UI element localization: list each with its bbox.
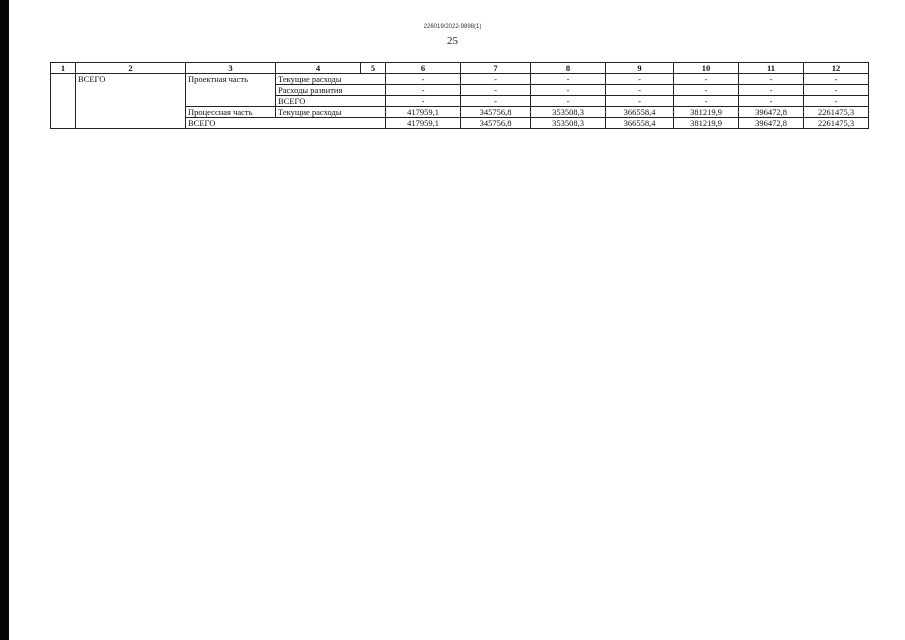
expense-kind-cell: Текущие расходы (276, 74, 386, 85)
value-cell: 353508,3 (531, 107, 606, 118)
value-cell: - (739, 85, 804, 96)
value-cell: - (461, 85, 531, 96)
document-id: 226019/2022-9898(1) (423, 24, 482, 30)
value-cell: 417959,1 (386, 107, 461, 118)
value-cell: - (531, 85, 606, 96)
table-row (51, 74, 869, 85)
header-cell: 3 (186, 63, 276, 74)
header-row (51, 63, 869, 74)
expense-kind-cell: Текущие расходы (276, 107, 386, 118)
total-category-cell: ВСЕГО (76, 74, 186, 129)
row-number-cell (51, 74, 76, 129)
total-value-cell: 417959,1 (386, 118, 461, 129)
value-cell: - (674, 74, 739, 85)
value-cell: - (386, 96, 461, 107)
value-cell: 366558,4 (606, 107, 674, 118)
value-cell: - (461, 74, 531, 85)
value-cell: 381219,9 (674, 107, 739, 118)
value-cell: - (606, 85, 674, 96)
value-cell: 2261475,3 (804, 107, 869, 118)
total-value-cell: 345756,8 (461, 118, 531, 129)
header-cell: 1 (51, 63, 76, 74)
grand-total-label-cell: ВСЕГО (186, 118, 386, 129)
value-cell: - (804, 85, 869, 96)
expense-kind-cell: Расходы развития (276, 85, 386, 96)
value-cell: - (386, 85, 461, 96)
expense-table (50, 62, 869, 129)
expense-kind-cell: ВСЕГО (276, 96, 386, 107)
header-cell: 10 (674, 63, 739, 74)
header-cell: 7 (461, 63, 531, 74)
header-cell: 9 (606, 63, 674, 74)
total-value-cell: 381219,9 (674, 118, 739, 129)
value-cell: - (804, 96, 869, 107)
process-part-cell: Процессная часть (186, 107, 276, 118)
value-cell: 396472,8 (739, 107, 804, 118)
value-cell: - (606, 96, 674, 107)
total-value-cell: 353508,3 (531, 118, 606, 129)
value-cell: - (461, 96, 531, 107)
value-cell: - (674, 85, 739, 96)
value-cell: - (739, 96, 804, 107)
value-cell: - (386, 74, 461, 85)
value-cell: - (531, 74, 606, 85)
total-value-cell: 366558,4 (606, 118, 674, 129)
header-cell: 6 (386, 63, 461, 74)
value-cell: - (606, 74, 674, 85)
header-cell: 8 (531, 63, 606, 74)
value-cell: - (531, 96, 606, 107)
header-cell: 12 (804, 63, 869, 74)
scan-left-edge (0, 0, 9, 640)
header-cell: 5 (361, 63, 386, 74)
value-cell: - (804, 74, 869, 85)
page-number: 25 (447, 35, 458, 47)
value-cell: - (739, 74, 804, 85)
header-cell: 4 (276, 63, 361, 74)
value-cell: 345756,8 (461, 107, 531, 118)
total-value-cell: 396472,8 (739, 118, 804, 129)
total-value-cell: 2261475,3 (804, 118, 869, 129)
value-cell: - (674, 96, 739, 107)
header-cell: 2 (76, 63, 186, 74)
header-cell: 11 (739, 63, 804, 74)
project-part-cell: Проектная часть (186, 74, 276, 107)
